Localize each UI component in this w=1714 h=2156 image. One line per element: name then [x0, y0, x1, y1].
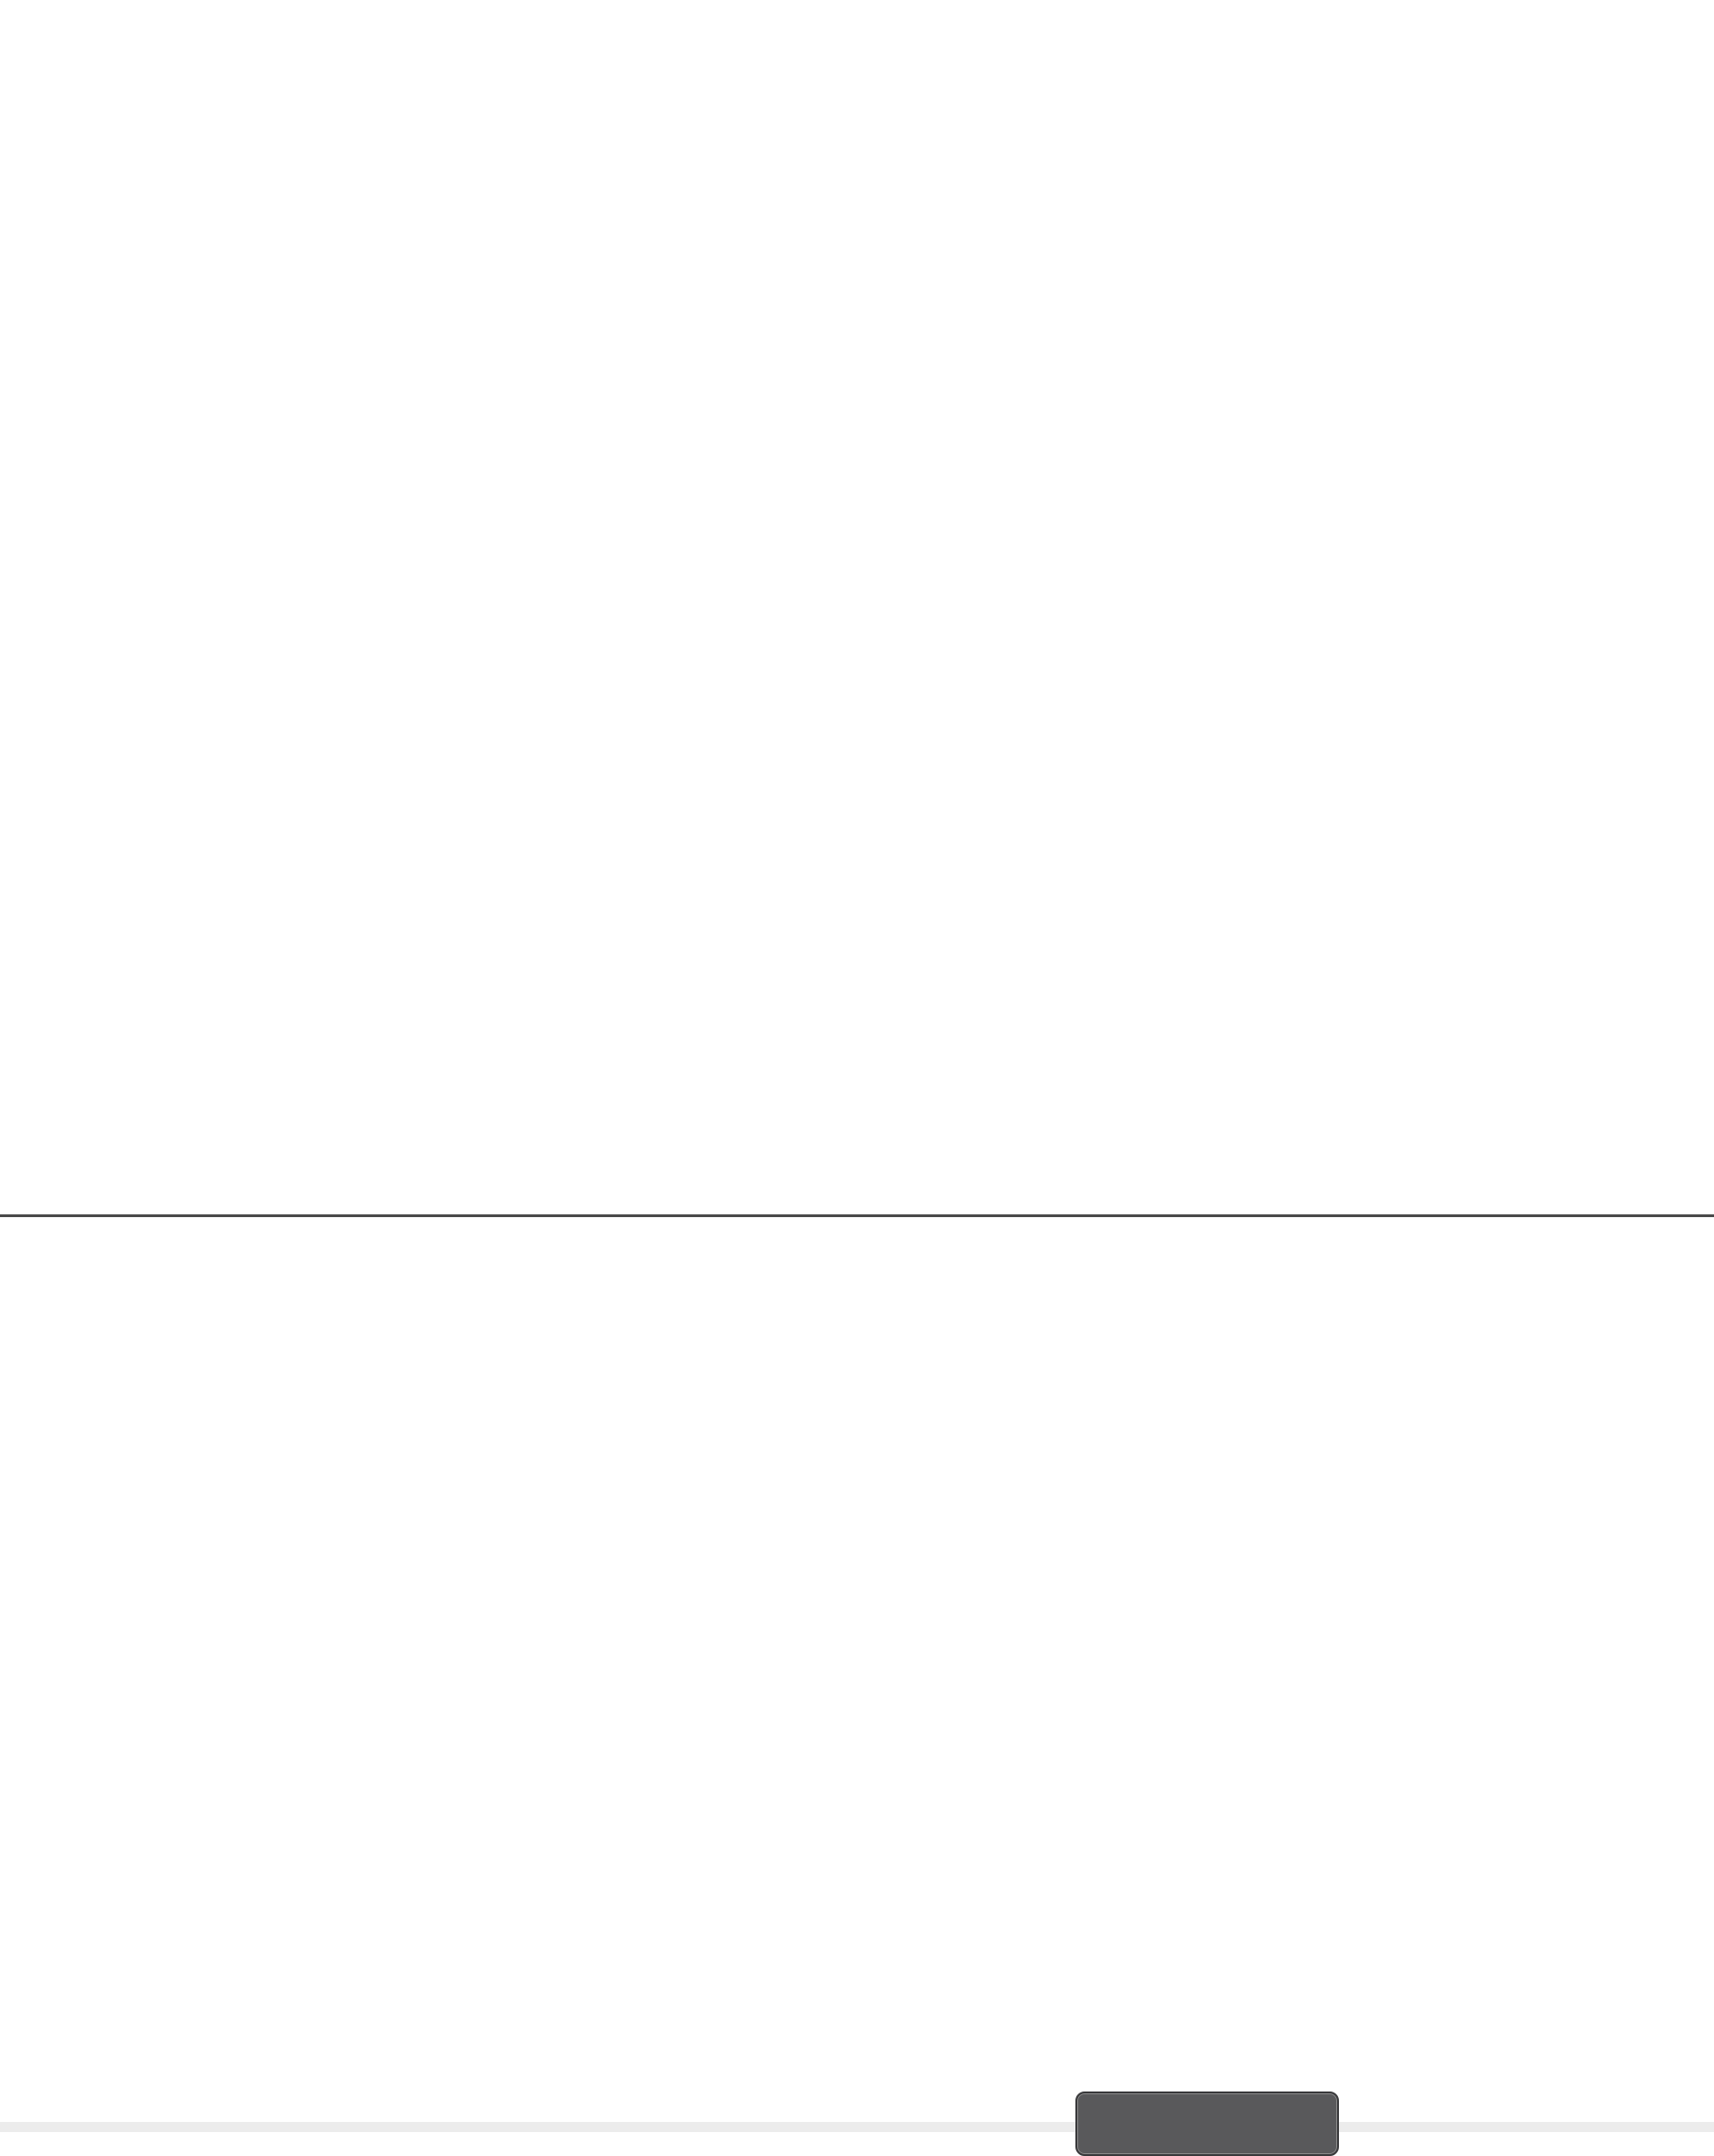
page-bottom-margin — [0, 2122, 1714, 2132]
screenshot-button[interactable] — [1075, 2092, 1339, 2156]
page-divider — [0, 1214, 1714, 1217]
